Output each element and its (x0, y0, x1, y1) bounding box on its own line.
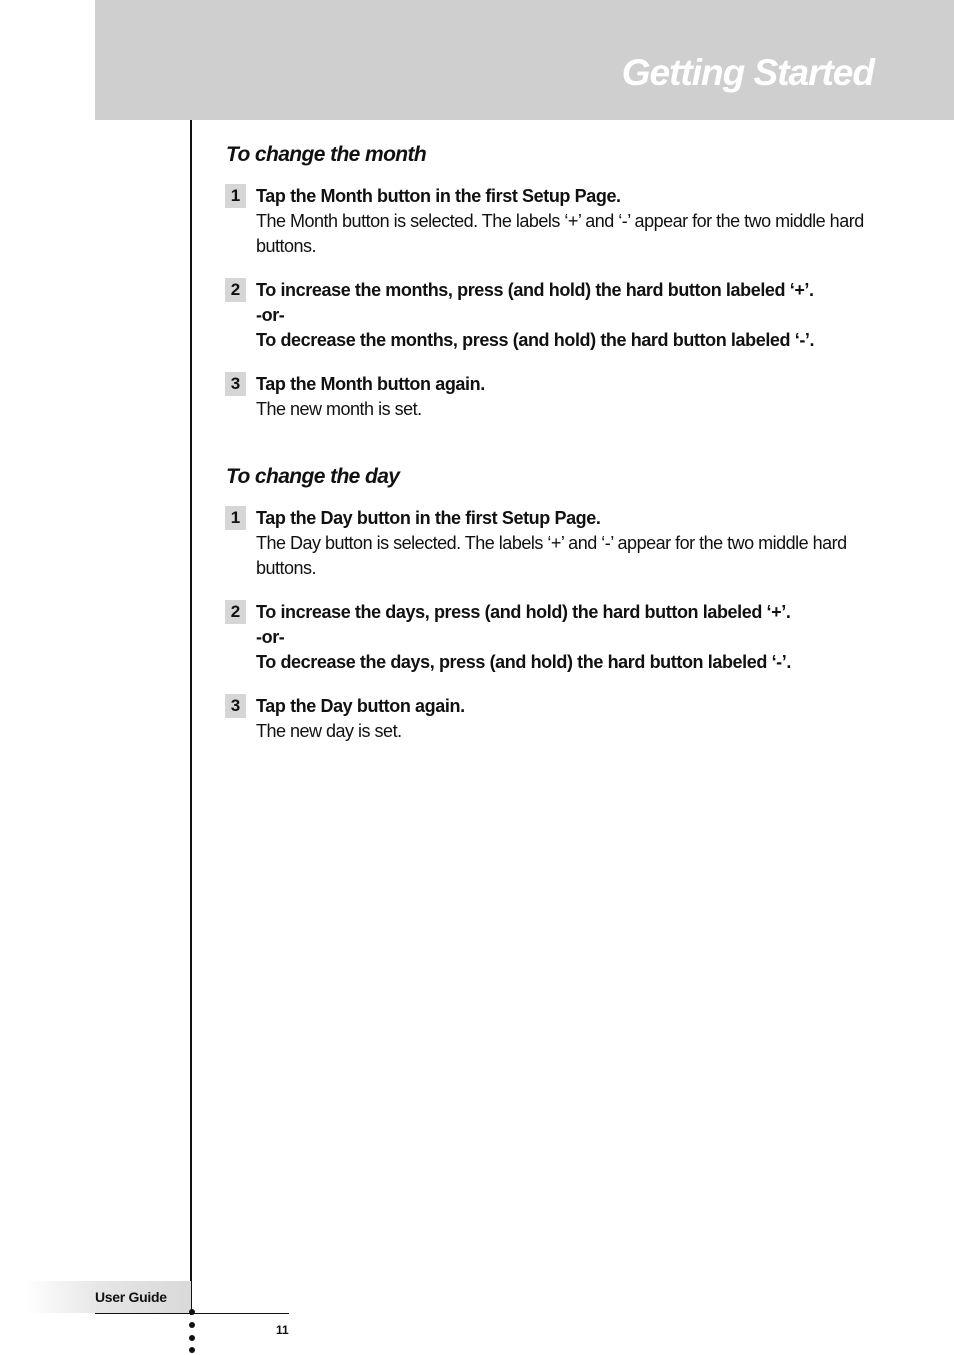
bullet-dot-icon (189, 1309, 195, 1315)
step (226, 506, 886, 581)
section-heading: To change the month (226, 143, 427, 166)
step-description: The new month is set. (256, 399, 422, 419)
step-instruction (256, 372, 886, 397)
page-number: 11 (276, 1323, 289, 1337)
step-instruction: Tap the Day button in the first Setup Page. (256, 508, 601, 528)
step-or-separator: -or- (256, 627, 285, 647)
margin-rule (190, 120, 192, 1315)
footer-label: User Guide (95, 1289, 167, 1305)
bullet-dot-icon (189, 1322, 195, 1328)
step-description: The Month button is selected. The labels ‘+’ and ‘-’ appear for the two middle hard buttons. (256, 211, 864, 256)
step-instruction: To increase the months, press (and hold) the hard button labeled ‘+’. (256, 280, 814, 300)
step (226, 694, 886, 744)
step-number-badge: 3 (225, 372, 246, 396)
step (226, 600, 886, 675)
step-instruction: To increase the days, press (and hold) the hard button labeled ‘+’. (256, 602, 791, 622)
instruction-text: button in the first Setup Page. (372, 186, 621, 206)
step (226, 372, 886, 422)
step-description: The Day button is selected. The labels ‘+’ and ‘-’ appear for the two middle hard buttons. (256, 533, 847, 578)
page-title: Getting Started (621, 52, 874, 93)
step-number-badge: 3 (225, 694, 246, 718)
instruction-text: Tap the (256, 186, 321, 206)
step-instruction (256, 184, 886, 209)
instruction-keyword: Month (320, 186, 373, 206)
step-number-badge: 2 (225, 600, 246, 624)
main-content (226, 140, 886, 744)
step-number-badge: 2 (225, 278, 246, 302)
instruction-text: button again. (372, 374, 485, 394)
step (226, 184, 886, 259)
step-instruction-alt: To decrease the days, press (and hold) the hard button labeled ‘-’. (256, 652, 791, 672)
step-number-badge: 1 (225, 506, 246, 530)
header-band (95, 0, 954, 120)
step-or-separator: -or- (256, 305, 285, 325)
instruction-text: Tap the (256, 374, 321, 394)
instruction-keyword: Month (320, 374, 373, 394)
section-change-day (226, 462, 886, 744)
step-instruction: Tap the Day button again. (256, 696, 465, 716)
bullet-dot-icon (189, 1335, 195, 1341)
step-instruction-alt: To decrease the months, press (and hold) the hard button labeled ‘-’. (256, 330, 815, 350)
step-number-badge: 1 (225, 184, 246, 208)
section-change-month (226, 140, 886, 422)
bullet-dot-icon (189, 1347, 195, 1353)
step (226, 278, 886, 353)
section-heading: To change the day (226, 465, 400, 488)
step-description: The new day is set. (256, 721, 402, 741)
